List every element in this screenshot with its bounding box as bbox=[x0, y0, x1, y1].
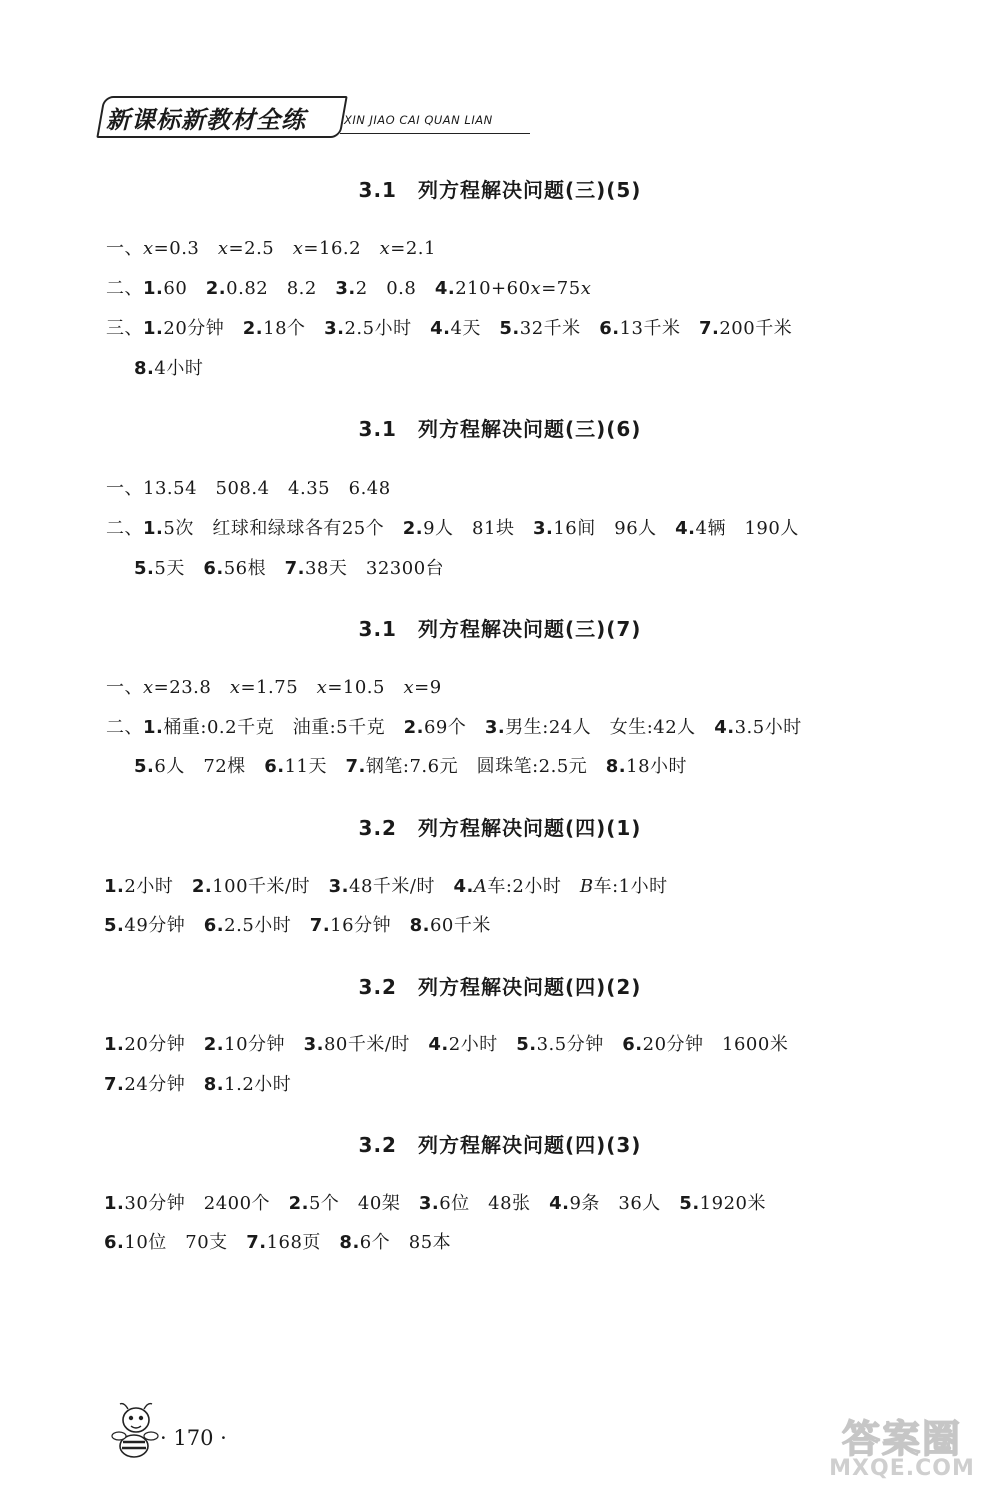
item-number: 3. bbox=[303, 1034, 324, 1055]
item-number: 1. bbox=[104, 876, 125, 897]
watermark-domain: MXQE.COM bbox=[829, 1456, 975, 1481]
item-number: 6. bbox=[264, 756, 285, 777]
answer-text: 18小时 bbox=[626, 756, 688, 777]
variable: x bbox=[143, 238, 154, 259]
answer-text: 男生:24人 女生:42人 bbox=[505, 717, 715, 738]
answer-line bbox=[134, 752, 687, 778]
answer-line bbox=[104, 1189, 766, 1215]
answer-line bbox=[104, 872, 668, 898]
item-number: 4. bbox=[453, 876, 474, 897]
item-number: 6. bbox=[622, 1034, 643, 1055]
answer-text: 二、 bbox=[106, 278, 143, 299]
site-watermark bbox=[822, 1408, 982, 1486]
item-number: 5. bbox=[516, 1034, 537, 1055]
item-number: 6. bbox=[104, 1232, 125, 1253]
item-number: 1. bbox=[143, 278, 164, 299]
item-number: 8. bbox=[134, 358, 155, 379]
item-number: 3. bbox=[328, 876, 349, 897]
answer-line bbox=[104, 1070, 291, 1096]
answer-line bbox=[106, 673, 442, 699]
answer-line bbox=[104, 1228, 451, 1254]
answer-text: 3.5分钟 bbox=[536, 1034, 623, 1055]
answer-text: 0.82 8.2 bbox=[226, 278, 336, 299]
answer-text: 38天 32300台 bbox=[304, 558, 445, 579]
answer-text: 20分钟 bbox=[124, 1034, 204, 1055]
answer-text: 一、13.54 508.4 4.35 6.48 bbox=[106, 478, 391, 499]
answer-text: 20分钟 1600米 bbox=[642, 1034, 789, 1055]
item-number: 3. bbox=[484, 717, 506, 738]
section-title: 3.1 列方程解决问题(三)(6) bbox=[358, 417, 642, 441]
item-number: 6. bbox=[203, 915, 225, 936]
brand-pinyin: XIN JIAO CAI QUAN LIAN bbox=[344, 113, 493, 127]
answer-text: =23.8 bbox=[153, 677, 230, 698]
item-number: 2. bbox=[403, 717, 424, 738]
answer-text: 车:1小时 bbox=[593, 876, 668, 897]
answer-line bbox=[104, 911, 491, 937]
answer-text: 20分钟 bbox=[163, 318, 243, 339]
answer-text: =10.5 bbox=[327, 677, 404, 698]
item-number: 7. bbox=[309, 915, 331, 936]
answer-text: 11天 bbox=[284, 756, 346, 777]
answer-text: 18个 bbox=[263, 318, 325, 339]
item-number: 4. bbox=[714, 717, 735, 738]
variable: x bbox=[403, 677, 415, 698]
section-title: 3.2 列方程解决问题(四)(2) bbox=[358, 975, 642, 999]
variable: x bbox=[379, 238, 391, 259]
variable: x bbox=[143, 677, 154, 698]
answer-text: 60 bbox=[163, 278, 206, 299]
answer-text: 1.2小时 bbox=[224, 1074, 292, 1095]
answer-text: =2.5 bbox=[228, 238, 293, 259]
item-number: 7. bbox=[698, 318, 720, 339]
answer-text: 60千米 bbox=[429, 915, 491, 936]
item-number: 5. bbox=[104, 915, 125, 936]
answer-text: 2.5小时 bbox=[224, 915, 310, 936]
answer-text: =9 bbox=[414, 677, 442, 698]
item-number: 1. bbox=[143, 717, 164, 738]
answer-text: 3.5小时 bbox=[734, 717, 802, 738]
header-rule bbox=[340, 133, 530, 134]
item-number: 2. bbox=[191, 876, 213, 897]
item-number: 4. bbox=[549, 1193, 570, 1214]
item-number: 5. bbox=[134, 756, 155, 777]
brand-title: 新课标新教材全练 bbox=[106, 106, 306, 134]
item-number: 7. bbox=[246, 1232, 267, 1253]
answer-text: 一、 bbox=[106, 677, 143, 698]
answer-text: 2小时 bbox=[448, 1034, 517, 1055]
answer-text: =1.75 bbox=[240, 677, 317, 698]
answer-text: 24分钟 bbox=[124, 1074, 204, 1095]
section-title: 3.2 列方程解决问题(四)(1) bbox=[358, 816, 642, 840]
section-title: 3.1 列方程解决问题(三)(7) bbox=[358, 617, 642, 641]
answer-text: 4天 bbox=[450, 318, 500, 339]
item-number: 8. bbox=[409, 915, 430, 936]
answer-text: 4辆 190人 bbox=[695, 518, 799, 539]
answer-text: 32千米 bbox=[519, 318, 600, 339]
variable: x bbox=[580, 278, 592, 299]
answer-text: =2.1 bbox=[390, 238, 436, 259]
answer-text: 钢笔:7.6元 圆珠笔:2.5元 bbox=[365, 756, 606, 777]
answer-text: 二、 bbox=[106, 518, 143, 539]
answer-text: 2 0.8 bbox=[355, 278, 435, 299]
watermark-title: 答案圈 bbox=[841, 1417, 962, 1461]
item-number: 3. bbox=[324, 318, 345, 339]
answer-text: 100千米/时 bbox=[212, 876, 329, 897]
answer-line bbox=[106, 713, 802, 739]
answer-text: 9人 81块 bbox=[423, 518, 533, 539]
variable: B bbox=[579, 876, 594, 897]
item-number: 5. bbox=[499, 318, 520, 339]
item-number: 2. bbox=[242, 318, 264, 339]
item-number: 2. bbox=[288, 1193, 309, 1214]
answer-text: 5次 红球和绿球各有25个 bbox=[163, 518, 403, 539]
answer-line bbox=[106, 314, 792, 340]
item-number: 1. bbox=[104, 1193, 125, 1214]
answer-line bbox=[134, 354, 203, 380]
answer-text: =16.2 bbox=[303, 238, 380, 259]
item-number: 8. bbox=[339, 1232, 360, 1253]
answer-text: 80千米/时 bbox=[323, 1034, 429, 1055]
item-number: 2. bbox=[402, 518, 424, 539]
variable: x bbox=[229, 677, 241, 698]
answer-line bbox=[106, 234, 436, 260]
answer-text: 三、 bbox=[106, 318, 143, 339]
answer-line bbox=[106, 474, 391, 500]
answer-line bbox=[104, 1030, 788, 1056]
variable: x bbox=[316, 677, 328, 698]
item-number: 4. bbox=[428, 1034, 449, 1055]
answer-text: 6位 48张 bbox=[439, 1193, 550, 1214]
answer-text: 车:2小时 bbox=[487, 876, 580, 897]
answer-text: 桶重:0.2千克 油重:5千克 bbox=[163, 717, 404, 738]
answer-text: 69个 bbox=[423, 717, 485, 738]
answer-text: 5个 40架 bbox=[308, 1193, 419, 1214]
item-number: 4. bbox=[675, 518, 696, 539]
answer-text: 10分钟 bbox=[224, 1034, 304, 1055]
answer-text: 56根 bbox=[223, 558, 285, 579]
answer-line bbox=[134, 554, 444, 580]
answer-text: =0.3 bbox=[153, 238, 218, 259]
answer-text: 168页 bbox=[266, 1232, 340, 1253]
item-number: 7. bbox=[284, 558, 305, 579]
item-number: 4. bbox=[430, 318, 451, 339]
answer-text: 48千米/时 bbox=[349, 876, 454, 897]
item-number: 1. bbox=[104, 1034, 125, 1055]
variable: x bbox=[292, 238, 304, 259]
answer-text: 49分钟 bbox=[124, 915, 204, 936]
item-number: 3. bbox=[532, 518, 554, 539]
answer-text: 210+60 bbox=[455, 278, 531, 299]
item-number: 3. bbox=[418, 1193, 440, 1214]
section-title: 3.2 列方程解决问题(四)(3) bbox=[358, 1133, 642, 1157]
item-number: 5. bbox=[679, 1193, 700, 1214]
item-number: 6. bbox=[203, 558, 224, 579]
book-header bbox=[100, 92, 530, 142]
answer-text: 13千米 bbox=[619, 318, 699, 339]
answer-text: 1920米 bbox=[699, 1193, 766, 1214]
answer-text: 10位 70支 bbox=[124, 1232, 247, 1253]
brand-logo bbox=[106, 100, 306, 135]
item-number: 8. bbox=[203, 1074, 225, 1095]
item-number: 4. bbox=[434, 278, 456, 299]
item-number: 7. bbox=[345, 756, 366, 777]
answer-text: 6个 85本 bbox=[359, 1232, 452, 1253]
answer-text: 6人 72棵 bbox=[154, 756, 265, 777]
answer-text: 2.5小时 bbox=[344, 318, 431, 339]
item-number: 7. bbox=[104, 1074, 125, 1095]
answer-text: 二、 bbox=[106, 717, 143, 738]
item-number: 6. bbox=[599, 318, 620, 339]
answer-text: 5天 bbox=[154, 558, 204, 579]
variable: x bbox=[530, 278, 542, 299]
answer-text: =75 bbox=[541, 278, 581, 299]
item-number: 8. bbox=[605, 756, 627, 777]
item-number: 1. bbox=[143, 518, 164, 539]
answer-text: 4小时 bbox=[154, 358, 204, 379]
item-number: 3. bbox=[335, 278, 356, 299]
answer-text: 16间 96人 bbox=[553, 518, 676, 539]
variable: A bbox=[473, 876, 488, 897]
answer-text: 2小时 bbox=[124, 876, 192, 897]
item-number: 2. bbox=[205, 278, 227, 299]
item-number: 1. bbox=[143, 318, 164, 339]
bee-mascot-icon bbox=[110, 1400, 160, 1462]
variable: x bbox=[217, 238, 229, 259]
item-number: 5. bbox=[134, 558, 155, 579]
answer-text: 200千米 bbox=[719, 318, 793, 339]
answer-text: 30分钟 2400个 bbox=[124, 1193, 289, 1214]
answer-line bbox=[106, 274, 591, 300]
section-title: 3.1 列方程解决问题(三)(5) bbox=[358, 178, 642, 202]
answer-text: 16分钟 bbox=[330, 915, 410, 936]
answer-text: 一、 bbox=[106, 238, 143, 259]
page-number: · 170 · bbox=[160, 1426, 227, 1450]
item-number: 2. bbox=[203, 1034, 225, 1055]
answer-text: 9条 36人 bbox=[569, 1193, 680, 1214]
answer-line bbox=[106, 514, 799, 540]
